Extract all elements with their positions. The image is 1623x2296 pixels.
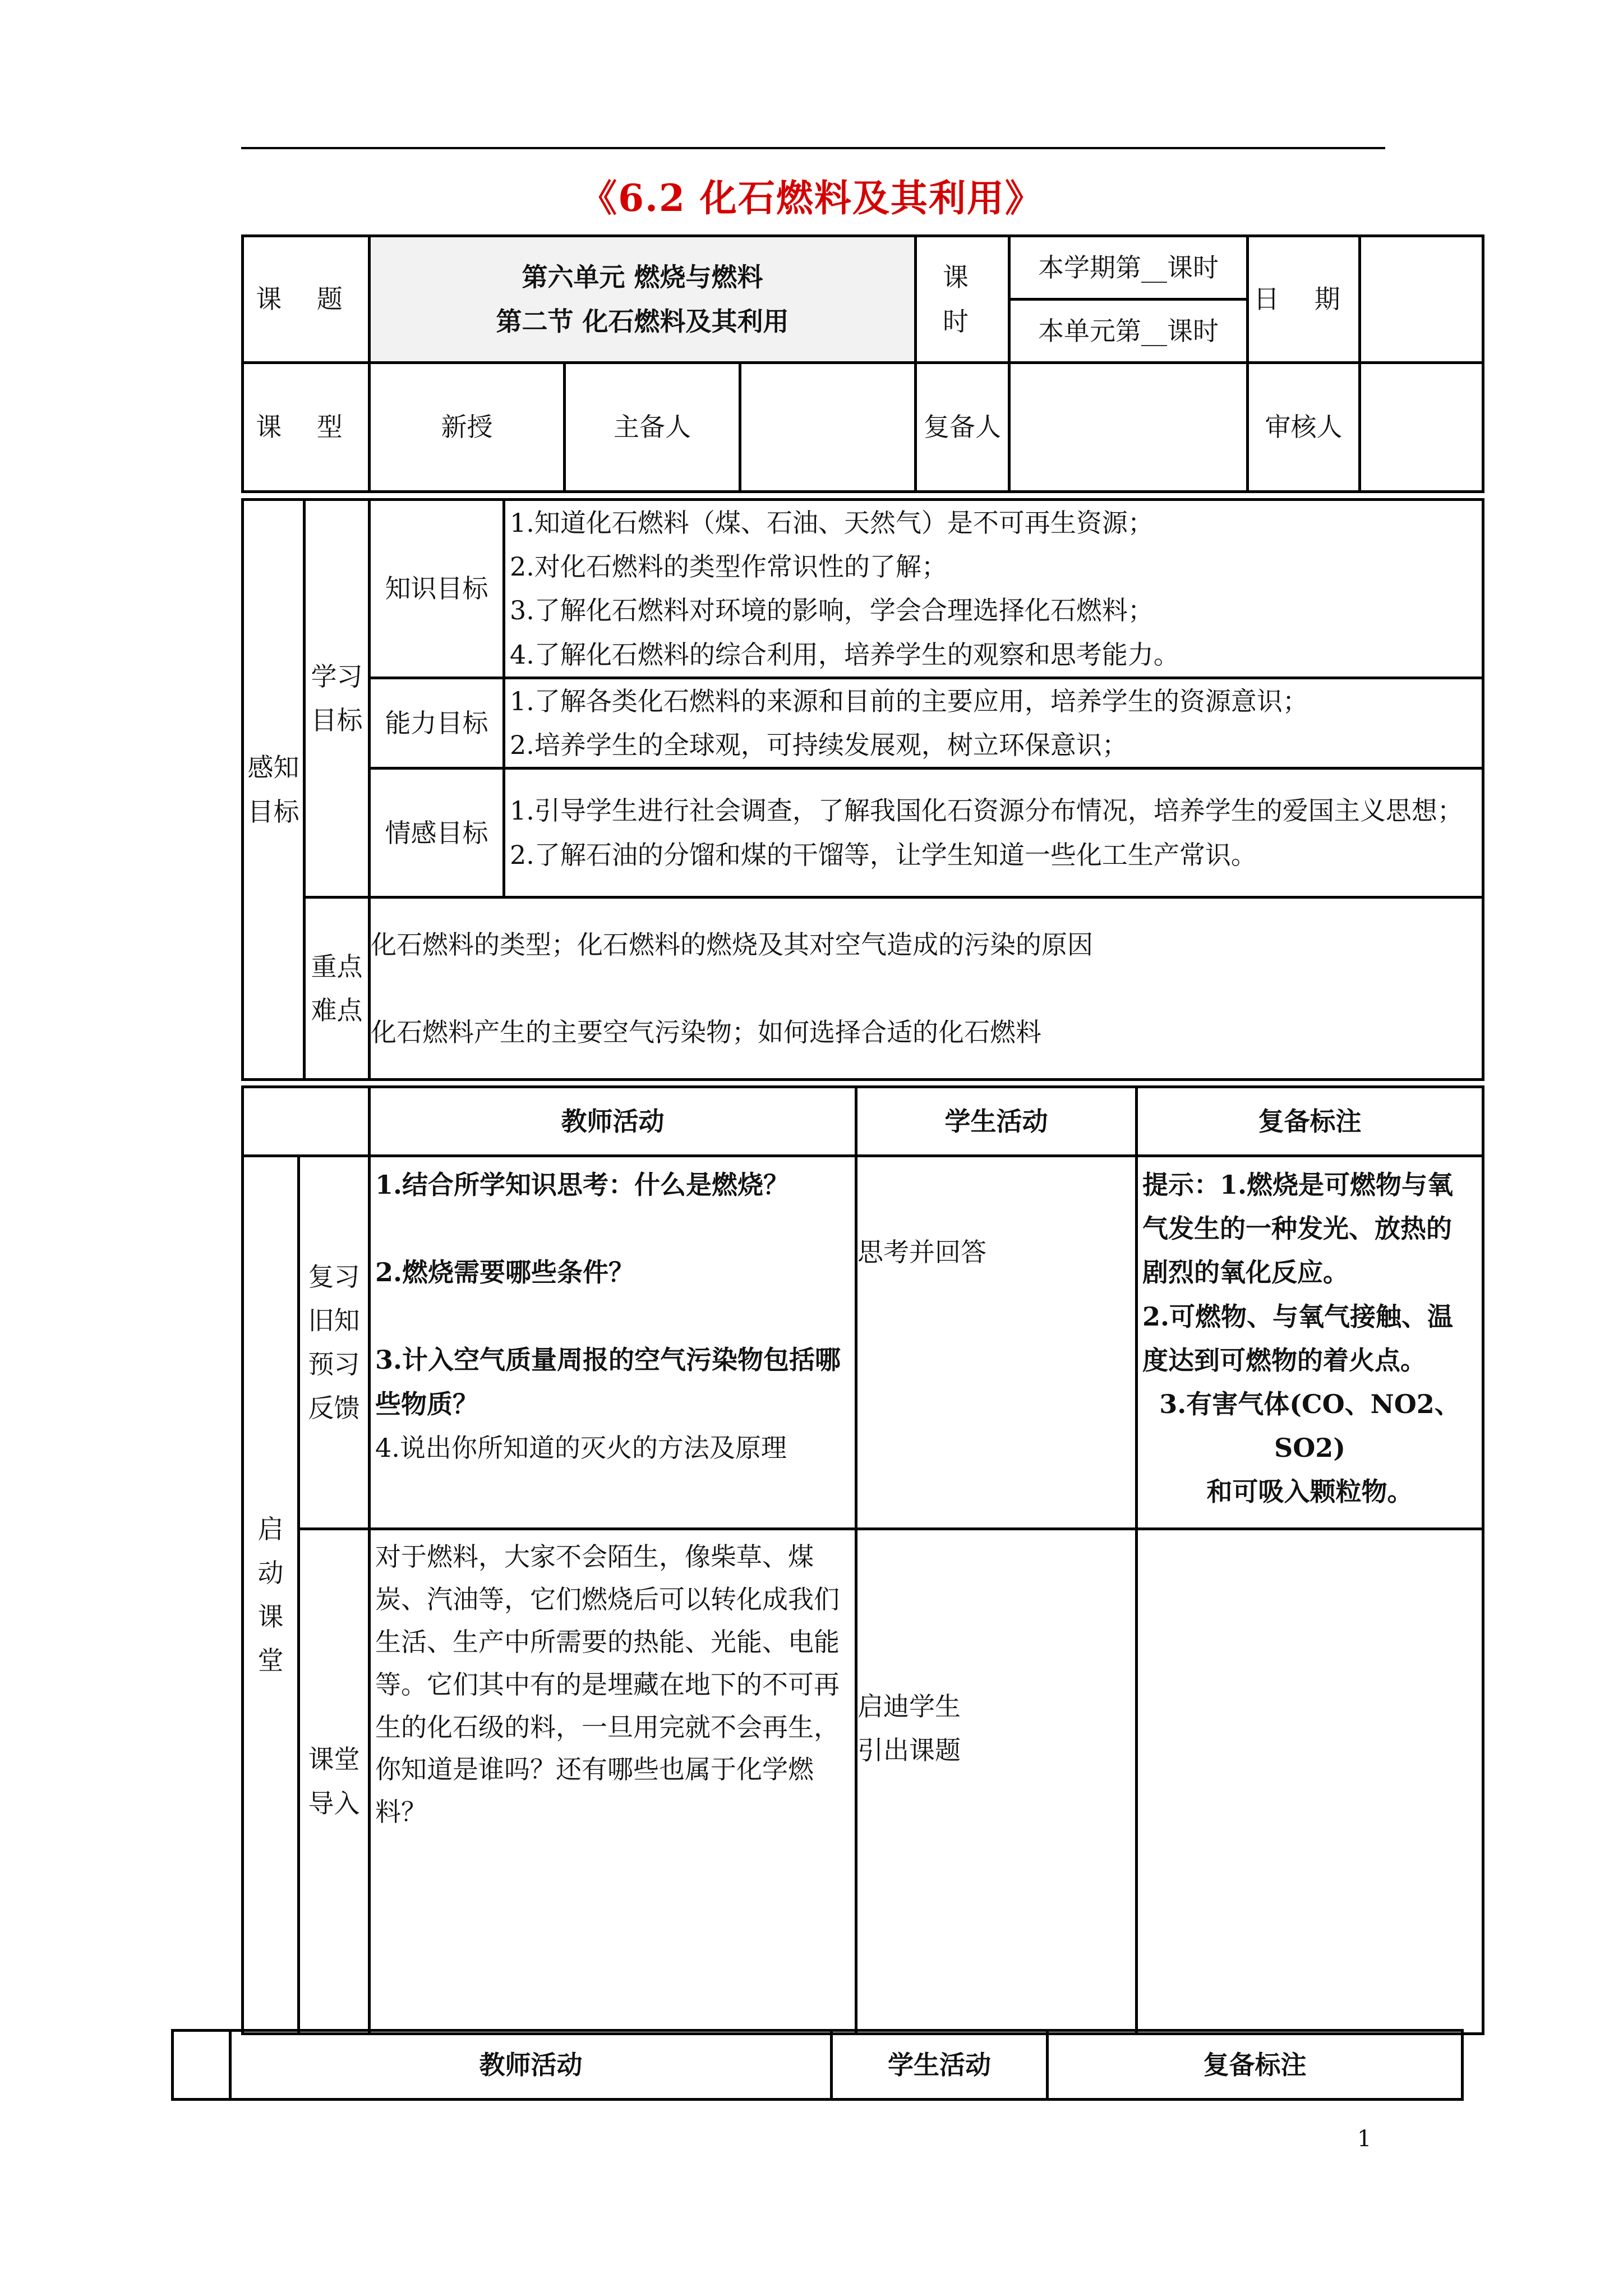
goals-section-label: 感知目标 [243, 500, 305, 1080]
student-activity-header: 学生活动 [856, 1087, 1137, 1156]
key-difficulty-content [370, 898, 1483, 1080]
list-item: 和可吸入颗粒物。 [1206, 1476, 1413, 1507]
ability-goal-label: 能力目标 [370, 678, 504, 768]
intro-teacher-text: 对于燃料，大家不会陌生，像柴草、煤炭、汽油等，它们燃烧后可以转化成我们生活、生产中所需要的热能、光能、电能等。它们其中有的是埋藏在地下的不可再生的化石级的料，一旦用完就不会再生，你知道是谁吗？还有哪些也属于化学燃料？ [375, 1542, 840, 1828]
topic-value [370, 236, 916, 363]
footer-blank-cell [173, 2031, 230, 2100]
intro-notes [1137, 1529, 1483, 2034]
intro-label: 课堂导入 [299, 1529, 370, 2034]
footer-notes-header: 复备标注 [1048, 2031, 1463, 2100]
list-item: 2.可燃物、与氧气接触、温度达到可燃物的着火点。 [1142, 1301, 1454, 1375]
header-blank-cell [243, 1087, 370, 1156]
topic-section: 第二节 化石燃料及其利用 [496, 306, 789, 337]
list-item: 1.结合所学知识思考：什么是燃烧？ [375, 1170, 790, 1200]
review-label: 复习旧知预习反馈 [299, 1156, 370, 1529]
goals-table [241, 498, 1484, 1081]
difficulty-point: 化石燃料产生的主要空气污染物；如何选择合适的化石燃料 [371, 1017, 1041, 1048]
emotion-goal-label: 情感目标 [370, 769, 504, 898]
review-student-activity [856, 1156, 1137, 1529]
teacher-activity-header: 教师活动 [370, 1087, 856, 1156]
list-item: 2.燃烧需要哪些条件？ [375, 1257, 635, 1288]
intro-student-line2: 引出课题 [857, 1735, 961, 1766]
notes-header: 复备标注 [1137, 1087, 1483, 1156]
list-item: 2.对化石燃料的类型作常识性的了解； [510, 551, 947, 582]
key-point: 化石燃料的类型；化石燃料的燃烧及其对空气造成的污染的原因 [371, 929, 1093, 960]
date-label: 日 期 [1248, 236, 1360, 363]
list-item: 1.知道化石燃料（煤、石油、天然气）是不可再生资源； [510, 508, 1154, 538]
list-item: 2.培养学生的全球观，可持续发展观，树立环保意识； [510, 729, 1128, 760]
learning-goals-label: 学习目标 [305, 500, 370, 898]
period-label: 课 时 [916, 236, 1009, 363]
topic-label: 课 题 [243, 236, 370, 363]
key-difficulty-label: 重点难点 [305, 898, 370, 1080]
list-item: 3.有害气体(CO、NO2、SO2) [1159, 1388, 1460, 1464]
footer-teacher-header: 教师活动 [230, 2031, 832, 2100]
intro-student-line1: 启迪学生 [857, 1691, 961, 1722]
lesson-header-table [241, 234, 1484, 493]
list-item: 1.引导学生进行社会调查，了解我国化石资源分布情况，培养学生的爱国主义思想； [510, 795, 1463, 826]
review-teacher-activity [370, 1156, 856, 1529]
emotion-goal-items [504, 769, 1483, 898]
re-prep-label: 复备人 [916, 363, 1009, 492]
type-value: 新授 [370, 363, 565, 492]
type-label: 课 型 [243, 363, 370, 492]
review-notes [1137, 1156, 1483, 1529]
list-item: 2.了解石油的分馏和煤的干馏等，让学生知道一些化工生产常识。 [510, 839, 1257, 870]
next-page-header-table [171, 2029, 1464, 2101]
start-class-label: 启动课堂 [243, 1156, 299, 2034]
list-item: 4.说出你所知道的灭火的方法及原理 [375, 1432, 787, 1463]
re-prep-value [1009, 363, 1248, 492]
topic-unit: 第六单元 燃烧与燃料 [522, 262, 763, 293]
list-item: 提示：1.燃烧是可燃物与氧气发生的一种发光、放热的剧烈的氧化反应。 [1142, 1170, 1454, 1288]
date-value [1360, 236, 1483, 363]
footer-student-header: 学生活动 [832, 2031, 1048, 2100]
period-unit: 本单元第__课时 [1009, 300, 1248, 363]
list-item: 1.了解各类化石燃料的来源和目前的主要应用，培养学生的资源意识； [510, 685, 1308, 716]
list-item: 4.了解化石燃料的综合利用，培养学生的观察和思考能力。 [510, 639, 1179, 670]
intro-student-activity [856, 1529, 1137, 2034]
period-semester: 本学期第__课时 [1009, 236, 1248, 300]
main-prep-value [740, 363, 916, 492]
page-number: 1 [1357, 2126, 1372, 2152]
list-item: 3.计入空气质量周报的空气污染物包括哪些物质？ [375, 1345, 841, 1419]
reviewer-label: 审核人 [1248, 363, 1360, 492]
knowledge-goal-label: 知识目标 [370, 500, 504, 678]
review-student-text: 思考并回答 [857, 1237, 986, 1267]
intro-teacher-activity [370, 1529, 856, 2034]
main-prep-label: 主备人 [565, 363, 740, 492]
ability-goal-items [504, 678, 1483, 768]
list-item: 3.了解化石燃料对环境的影响，学会合理选择化石燃料； [510, 595, 1154, 626]
knowledge-goal-items [504, 500, 1483, 678]
activity-table [241, 1085, 1484, 2035]
page-title: 《6.2 化石燃料及其利用》 [580, 176, 1043, 220]
header-rule [241, 147, 1385, 149]
reviewer-value [1360, 363, 1483, 492]
